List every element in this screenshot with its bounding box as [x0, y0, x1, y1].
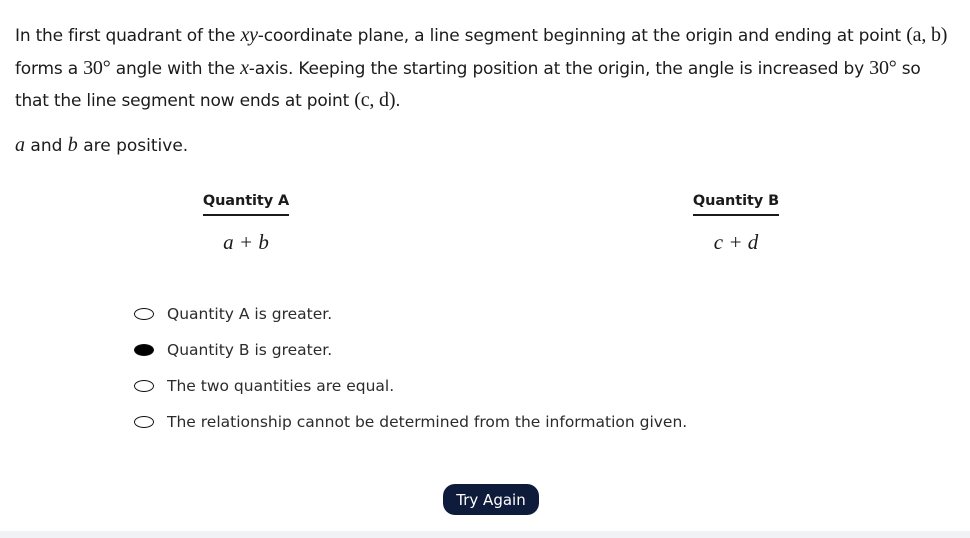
quantity-b-heading: Quantity B — [693, 193, 779, 216]
answer-option-b-greater[interactable] — [134, 332, 687, 368]
condition-note: a and b are positive. — [15, 134, 189, 156]
answer-option-cannot-determine[interactable] — [134, 404, 687, 440]
quantity-a-column — [146, 190, 346, 255]
option-label: Quantity B is greater. — [167, 341, 333, 359]
quantity-a-expression: a + b — [223, 230, 269, 254]
math-x: x — [240, 56, 249, 79]
math-xy: xy — [240, 24, 258, 46]
quantity-b-column — [636, 190, 836, 255]
math-a: a — [15, 134, 25, 156]
option-label: The two quantities are equal. — [167, 377, 395, 395]
radio-button[interactable] — [134, 380, 154, 392]
quantity-b-expression: c + d — [713, 230, 759, 254]
radio-button[interactable] — [134, 344, 154, 356]
math-angle-increase: 30° — [869, 56, 897, 79]
math-angle-30: 30° — [83, 56, 111, 79]
answer-option-equal[interactable] — [134, 368, 687, 404]
answer-option-a-greater[interactable] — [134, 296, 687, 332]
answer-options — [134, 296, 687, 440]
radio-button[interactable] — [134, 308, 154, 320]
radio-button[interactable] — [134, 416, 154, 428]
quantity-a-heading: Quantity A — [203, 193, 289, 216]
math-point-ab: (a, b) — [906, 24, 948, 46]
option-label: The relationship cannot be determined from the information given. — [167, 413, 688, 431]
try-again-button[interactable]: Try Again — [443, 484, 539, 515]
bottom-divider — [0, 531, 970, 538]
math-b: b — [67, 134, 78, 156]
option-label: Quantity A is greater. — [167, 305, 333, 323]
question-text: In the first quadrant of the xy-coordinate plane, a line segment beginning at the origin and ending at point (a, b) forms a 30° angle with the x-axis. Keeping the starting position at the origin, the angle is increased by 30° so that the line segment now ends at point (c, d). — [15, 24, 948, 111]
math-point-cd: (c, d) — [354, 89, 396, 111]
